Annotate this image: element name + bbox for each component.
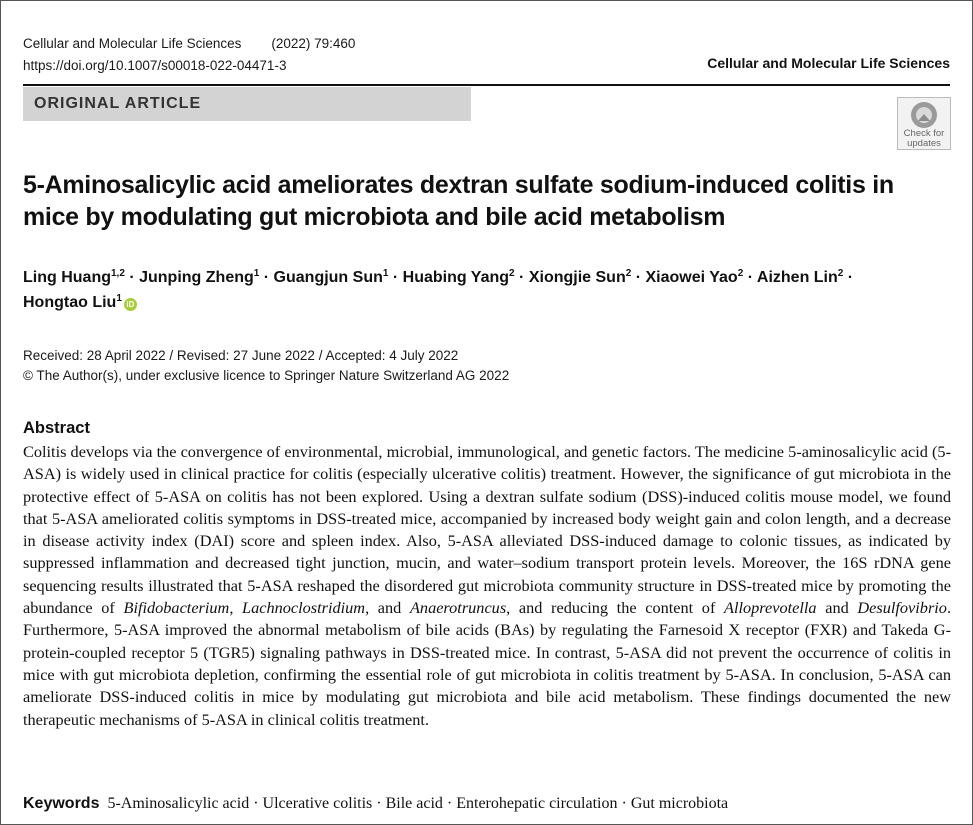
abstract-separator: and [816,598,858,618]
keywords-label: Keywords [23,795,100,812]
author-name[interactable]: Hongtao Liu [23,294,117,311]
author-affiliation: 2 [837,268,844,279]
author-name[interactable]: Ling Huang [23,269,111,286]
article-type-banner: ORIGINAL ARTICLE [23,87,471,121]
journal-logo-text: Cellular and Molecular Life Sciences [707,55,950,71]
author-affiliation: 2 [509,268,515,279]
journal-name: Cellular and Molecular Life Sciences [23,36,242,51]
copyright-line: © The Author(s), under exclusive licence to Springer Nature Switzerland AG 2022 [23,368,510,383]
taxon-bifidobacterium: Bifidobacterium [123,598,230,618]
history-dates: Received: 28 April 2022 / Revised: 27 June 2022 / Accepted: 4 July 2022 [23,348,459,363]
author-affiliation: 1,2 [110,268,125,279]
check-updates-icon [910,101,938,129]
abstract-separator: , and [365,598,410,618]
abstract-separator: , [229,598,243,618]
author-affiliation: 1 [253,268,260,279]
author-affiliation: 2 [737,268,744,279]
keywords-row [23,795,728,813]
taxon-anaerotruncus: Anaerotruncus [409,598,507,618]
taxon-alloprevotella: Alloprevotella [724,598,817,618]
author-name[interactable]: Guangjun Sun [273,269,383,286]
check-for-updates-button[interactable] [897,97,951,150]
taxon-lachnoclostridium: Lachnoclostridium [242,598,366,618]
keywords-list: 5-Aminosalicylic acid · Ulcerative colitis · Bile acid · Enterohepatic circulation · Gut microbiota [107,795,729,812]
author-name[interactable]: Xiaowei Yao [645,269,738,286]
check-updates-line1: Check for [903,128,945,139]
author-affiliation: 2 [625,268,632,279]
author-name[interactable]: Junping Zheng [139,269,254,286]
abstract-text [23,441,951,731]
dates-block [23,346,509,386]
author-name[interactable]: Huabing Yang [402,269,510,286]
abstract-part2: . Furthermore, 5-ASA improved the abnormal metabolism of bile acids (BAs) by regulating the Farnesoid X receptor (FXR) and Takeda G-protein-coupled receptor 5 (TGR5) signaling pathways in DSS-treated mice. In contrast, 5-ASA did not prevent the occurrence of colitis in mice with gut microbiota depletion, confirming the essential role of gut microbiota in colitis treatment by 5-ASA. In conclusion, 5-ASA can ameliorate DSS-induced colitis in mice by modulating gut microbiota and bile acid metabolism. These findings documented the new therapeutic mechanisms of 5-ASA in clinical colitis treatment. [23,598,952,729]
author-name[interactable]: Aizhen Lin [756,269,838,286]
orcid-icon[interactable]: iD [124,298,137,311]
author-list: Ling Huang$^{1,2}$ · Junping Zheng$^1$ · Guangjun Sun$^1$ · Huabing Yang$^2$ · Xiongjie Sun$^2$ · Xiaowei Yao$^2$ · Aizhen Lin$^2$ · Hongtao Liu$^1$iD [23,268,854,311]
doi-link[interactable]: https://doi.org/10.1007/s00018-022-04471-3 [23,58,287,73]
article-title: 5-Aminosalicylic acid ameliorates dextran sulfate sodium-induced colitis in mice by modulating gut microbiota and bile acid metabolism [23,171,894,231]
citation: (2022) 79:460 [271,36,356,51]
abstract-part1: Colitis develops via the convergence of environmental, microbial, immunological, and genetic factors. The medicine 5-aminosalicylic acid (5-ASA) is widely used in clinical practice for colitis (especially ulcerative colitis) treatment. However, the significance of gut microbiota in the protective effect of 5-ASA on colitis has not been explored. Using a dextran sulfate sodium (DSS)-induced colitis mouse model, we found that 5-ASA ameliorated colitis symptoms in DSS-treated mice, accompanied by increased body weight gain and colon length, and a decrease in disease activity index (DAI) score and spleen index. Also, 5-ASA alleviated DSS-induced damage to colonic tissues, as indicated by suppressed inflammation and decreased tight junction, mucin, and water–sodium transport protein levels. Moreover, the 16S rDNA gene sequencing results illustrated that 5-ASA reshaped the disordered gut microbiota community structure in DSS-treated mice by promoting the abundance of [23,442,951,618]
author-affiliation: 1 [116,293,122,304]
check-updates-line2: updates [907,138,941,149]
header-rule [23,84,950,86]
abstract-heading: Abstract [23,419,90,437]
header-citation-block [23,33,355,77]
abstract-separator: , and reducing the content of [506,598,725,618]
author-affiliation: 1 [382,268,389,279]
author-name[interactable]: Xiongjie Sun [528,269,626,286]
taxon-desulfovibrio: Desulfovibrio [857,598,947,618]
